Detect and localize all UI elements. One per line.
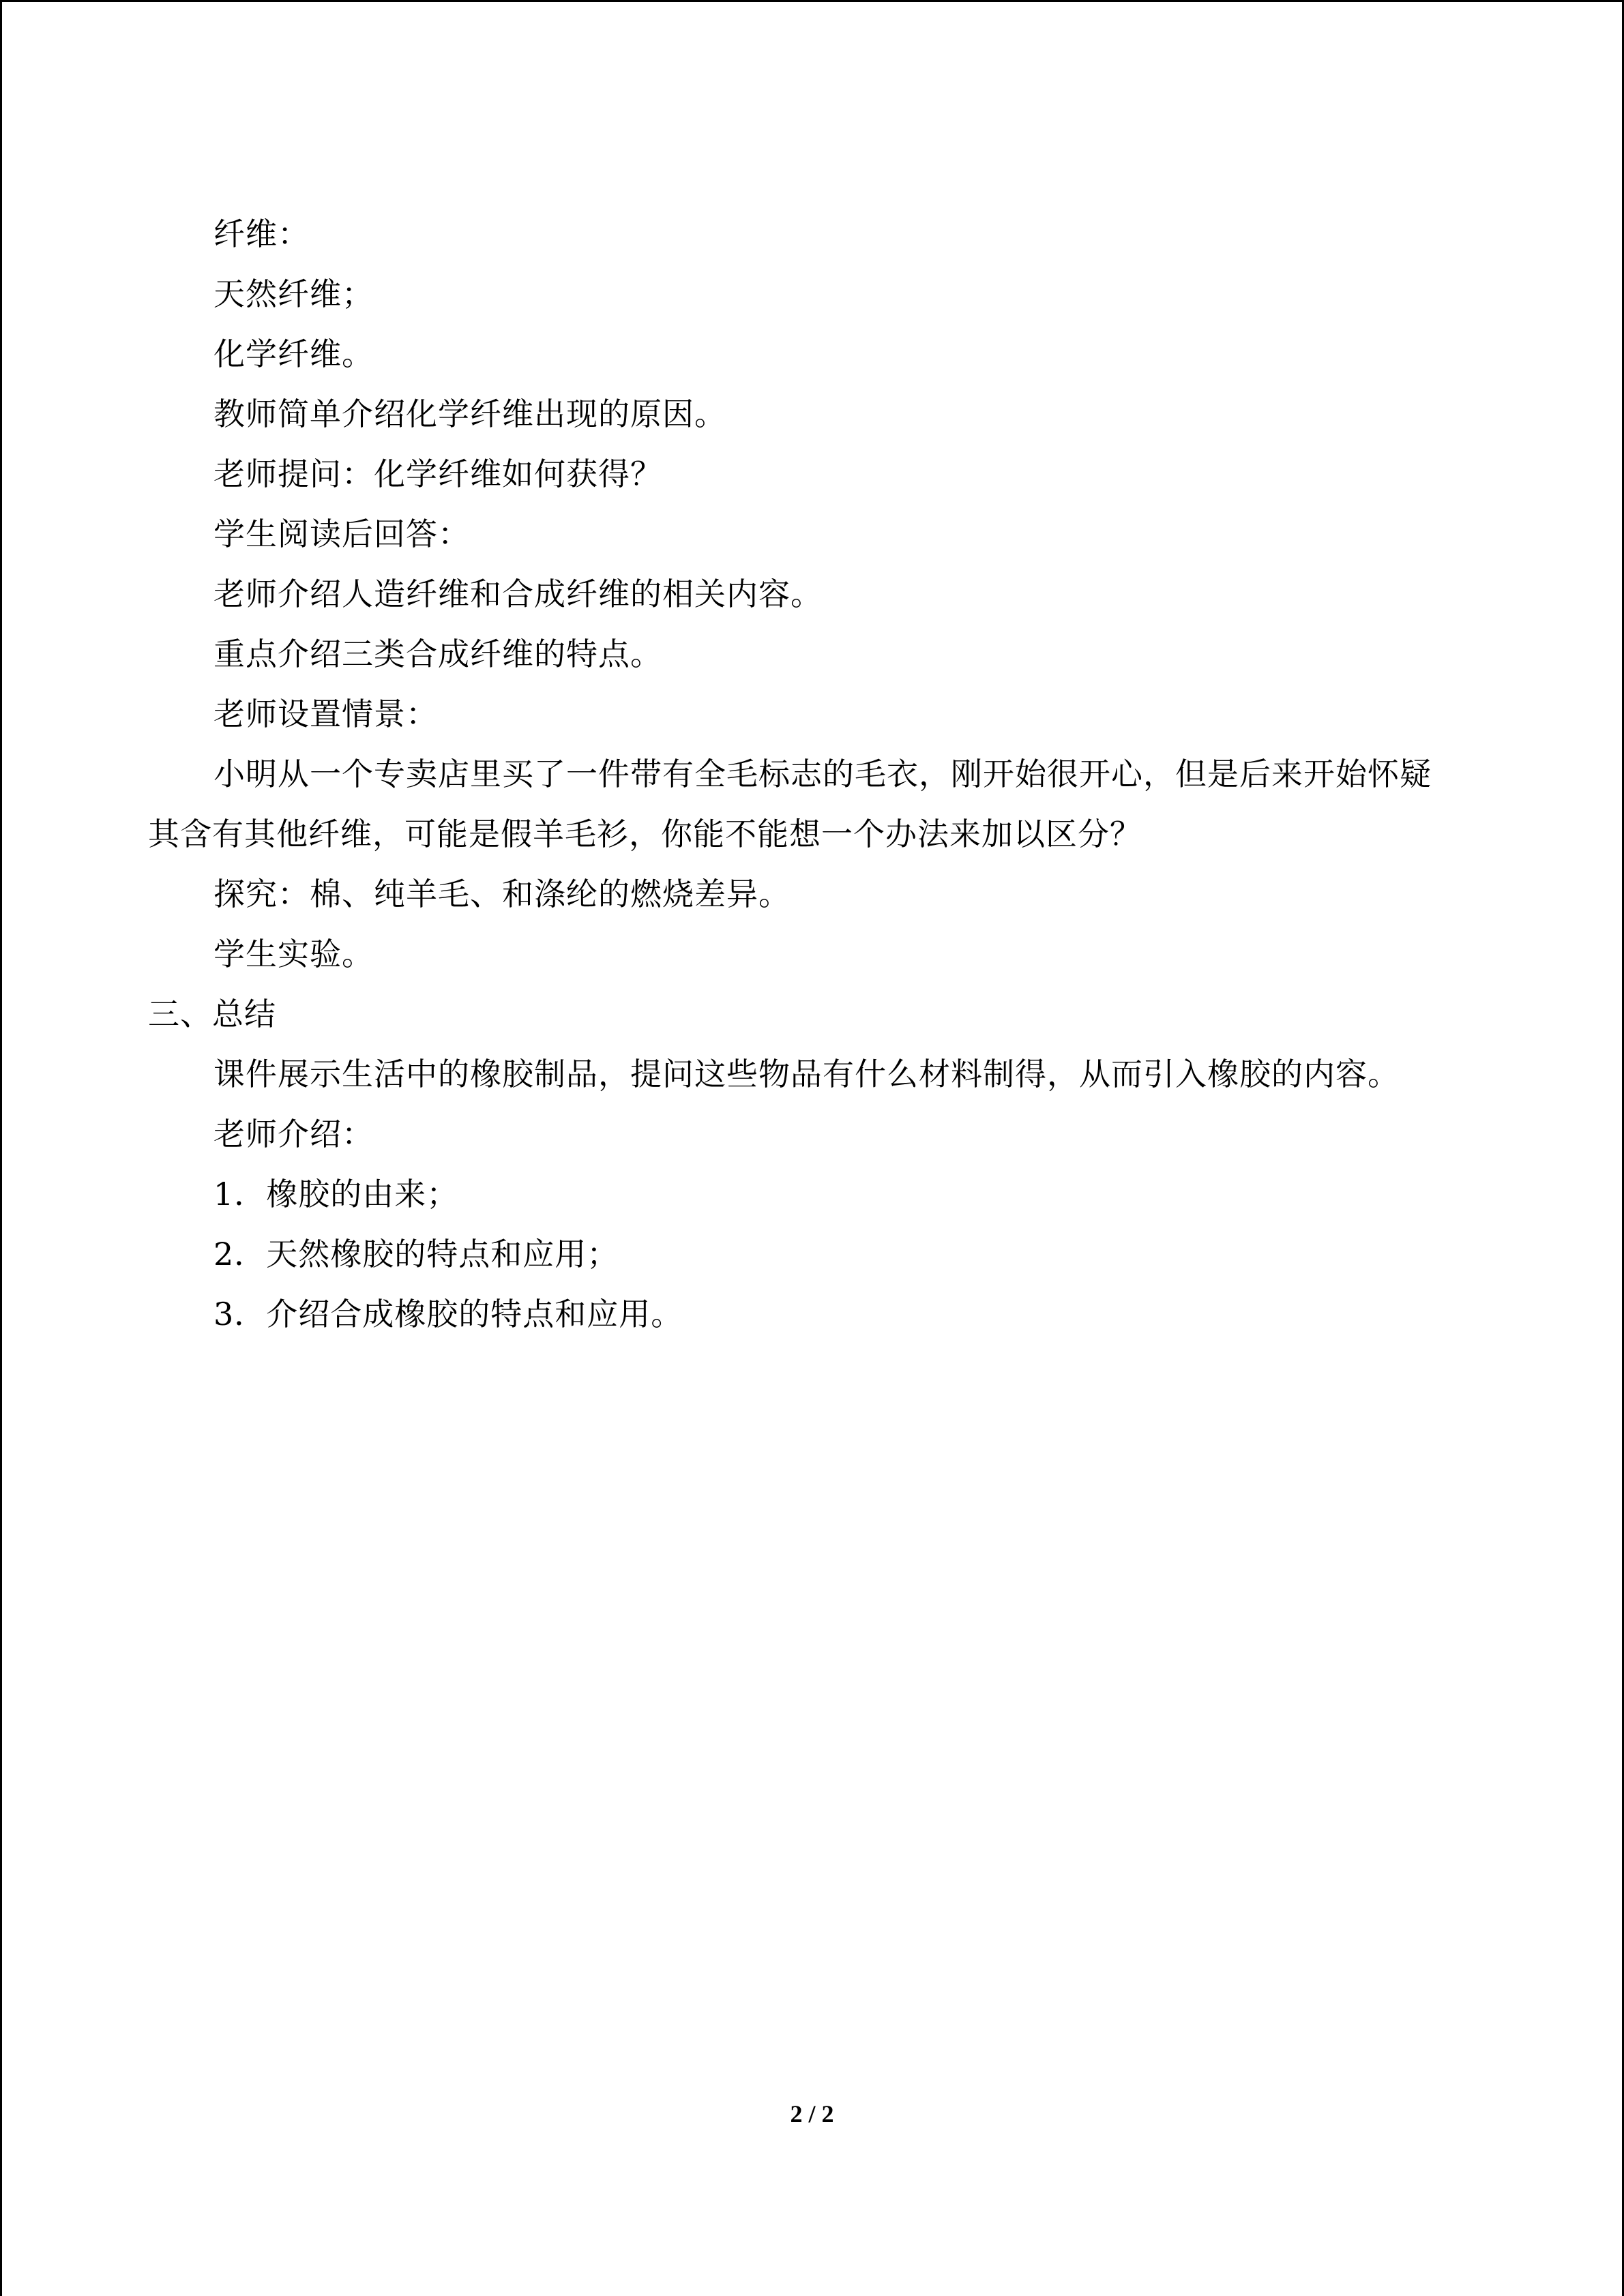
paragraph-line: 老师介绍： [213, 1116, 374, 1152]
list-item: 2．天然橡胶的特点和应用； [213, 1236, 619, 1272]
paragraph-line: 老师介绍人造纤维和合成纤维的相关内容。 [213, 576, 823, 612]
paragraph-line: 课件展示生活中的橡胶制品，提问这些物品有什么材料制得，从而引入橡胶的内容。 [213, 1056, 1400, 1092]
paragraph-line: 老师设置情景： [213, 696, 438, 732]
page-number: 2 / 2 [790, 2100, 834, 2128]
paragraph-line: 纤维： [213, 215, 310, 252]
paragraph-line: 重点介绍三类合成纤维的特点。 [213, 636, 662, 672]
section-heading: 三、总结 [148, 996, 276, 1032]
paragraph-line: 化学纤维。 [213, 336, 374, 372]
paragraph-line: 学生阅读后回答： [213, 516, 470, 552]
paragraph-line: 学生实验。 [213, 936, 374, 972]
list-item: 1．橡胶的由来； [213, 1176, 459, 1212]
paragraph-line: 小明从一个专卖店里买了一件带有全毛标志的毛衣，刚开始很开心，但是后来开始怀疑 [213, 756, 1432, 792]
paragraph-line: 其含有其他纤维，可能是假羊毛衫，你能不能想一个办法来加以区分？ [148, 816, 1142, 852]
list-item: 3．介绍合成橡胶的特点和应用。 [213, 1296, 683, 1332]
paragraph-line: 探究：棉、纯羊毛、和涤纶的燃烧差异。 [213, 876, 791, 912]
paragraph-line: 老师提问：化学纤维如何获得？ [213, 456, 662, 492]
paragraph-line: 教师简单介绍化学纤维出现的原因。 [213, 396, 726, 432]
paragraph-line: 天然纤维； [213, 275, 374, 312]
